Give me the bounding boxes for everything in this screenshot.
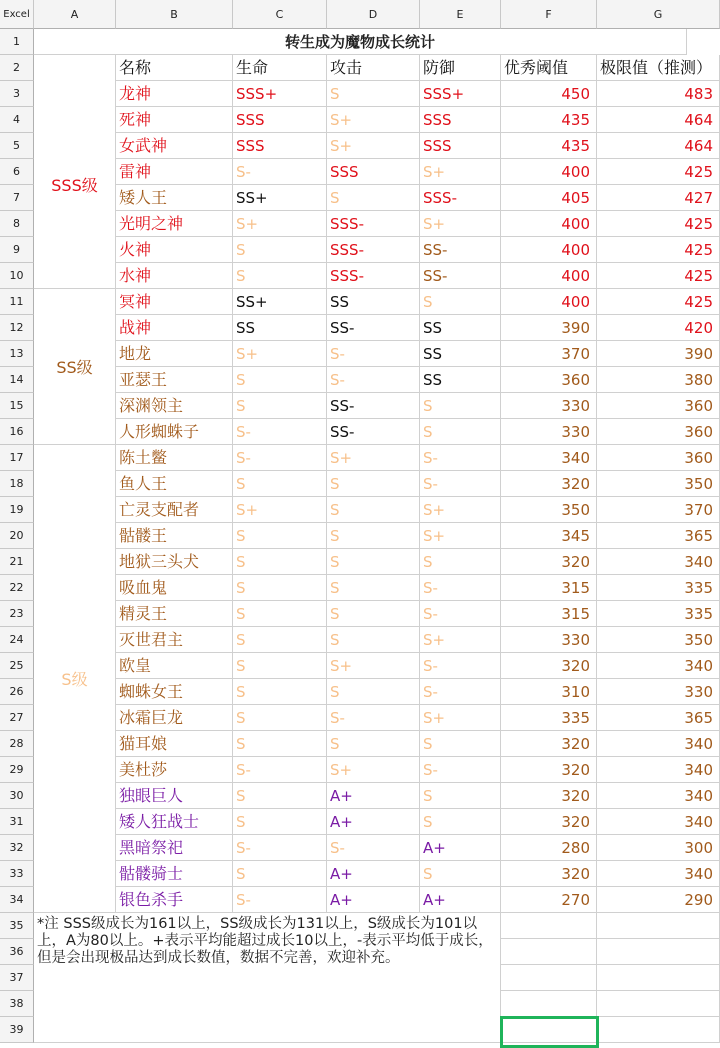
row-header-16[interactable]: 16 <box>0 419 34 445</box>
good-threshold[interactable]: 400 <box>501 211 597 237</box>
monster-name[interactable]: 矮人狂战士 <box>116 809 233 835</box>
row-header-36[interactable]: 36 <box>0 939 34 965</box>
group-label-s[interactable]: S级 <box>34 445 116 913</box>
row-header-27[interactable]: 27 <box>0 705 34 731</box>
max-value[interactable]: 425 <box>597 263 720 289</box>
hp-grade[interactable]: S- <box>233 887 327 913</box>
good-threshold[interactable]: 370 <box>501 341 597 367</box>
def-grade[interactable]: SS <box>420 315 501 341</box>
max-value[interactable]: 340 <box>597 549 720 575</box>
max-value[interactable]: 425 <box>597 211 720 237</box>
atk-grade[interactable]: S+ <box>327 653 420 679</box>
selected-cell-f39[interactable] <box>500 1016 599 1048</box>
hp-grade[interactable]: SS+ <box>233 289 327 315</box>
max-value[interactable]: 365 <box>597 523 720 549</box>
atk-grade[interactable]: S <box>327 185 420 211</box>
def-grade[interactable]: SS- <box>420 263 501 289</box>
good-threshold[interactable]: 360 <box>501 367 597 393</box>
good-threshold[interactable]: 405 <box>501 185 597 211</box>
row-header-37[interactable]: 37 <box>0 965 34 991</box>
def-grade[interactable]: S- <box>420 601 501 627</box>
atk-grade[interactable]: SSS <box>327 159 420 185</box>
atk-grade[interactable]: S- <box>327 705 420 731</box>
monster-name[interactable]: 人形蜘蛛子 <box>116 419 233 445</box>
max-value[interactable]: 420 <box>597 315 720 341</box>
row-header-12[interactable]: 12 <box>0 315 34 341</box>
row-header-28[interactable]: 28 <box>0 731 34 757</box>
row-header-15[interactable]: 15 <box>0 393 34 419</box>
row-header-29[interactable]: 29 <box>0 757 34 783</box>
monster-name[interactable]: 精灵王 <box>116 601 233 627</box>
empty-cell[interactable] <box>501 939 597 965</box>
def-grade[interactable]: SSS <box>420 133 501 159</box>
good-threshold[interactable]: 310 <box>501 679 597 705</box>
max-value[interactable]: 340 <box>597 757 720 783</box>
max-value[interactable]: 340 <box>597 731 720 757</box>
row-header-30[interactable]: 30 <box>0 783 34 809</box>
monster-name[interactable]: 美杜莎 <box>116 757 233 783</box>
header-max-value[interactable]: 极限值（推测） <box>597 55 720 81</box>
hp-grade[interactable]: S <box>233 627 327 653</box>
empty-cell[interactable] <box>501 965 597 991</box>
def-grade[interactable]: SSS <box>420 107 501 133</box>
max-value[interactable]: 340 <box>597 653 720 679</box>
monster-name[interactable]: 欧皇 <box>116 653 233 679</box>
monster-name[interactable]: 灭世君主 <box>116 627 233 653</box>
empty-cell[interactable] <box>501 991 597 1017</box>
max-value[interactable]: 330 <box>597 679 720 705</box>
def-grade[interactable]: S <box>420 731 501 757</box>
row-header-7[interactable]: 7 <box>0 185 34 211</box>
hp-grade[interactable]: S- <box>233 419 327 445</box>
atk-grade[interactable]: A+ <box>327 783 420 809</box>
atk-grade[interactable]: SS- <box>327 393 420 419</box>
monster-name[interactable]: 死神 <box>116 107 233 133</box>
atk-grade[interactable]: S <box>327 81 420 107</box>
cell-a2[interactable] <box>34 55 116 81</box>
atk-grade[interactable]: SSS- <box>327 237 420 263</box>
monster-name[interactable]: 地狱三头犬 <box>116 549 233 575</box>
def-grade[interactable]: S <box>420 393 501 419</box>
empty-cell[interactable] <box>34 1017 501 1043</box>
hp-grade[interactable]: S+ <box>233 497 327 523</box>
monster-name[interactable]: 骷髅王 <box>116 523 233 549</box>
monster-name[interactable]: 地龙 <box>116 341 233 367</box>
row-header-17[interactable]: 17 <box>0 445 34 471</box>
hp-grade[interactable]: S <box>233 471 327 497</box>
hp-grade[interactable]: S- <box>233 445 327 471</box>
good-threshold[interactable]: 400 <box>501 263 597 289</box>
def-grade[interactable]: SS <box>420 341 501 367</box>
def-grade[interactable]: S- <box>420 679 501 705</box>
hp-grade[interactable]: S <box>233 705 327 731</box>
good-threshold[interactable]: 315 <box>501 575 597 601</box>
hp-grade[interactable]: S <box>233 237 327 263</box>
column-header-c[interactable]: C <box>233 0 327 29</box>
good-threshold[interactable]: 280 <box>501 835 597 861</box>
row-header-33[interactable]: 33 <box>0 861 34 887</box>
column-header-e[interactable]: E <box>420 0 501 29</box>
hp-grade[interactable]: S <box>233 263 327 289</box>
row-header-34[interactable]: 34 <box>0 887 34 913</box>
row-header-19[interactable]: 19 <box>0 497 34 523</box>
row-header-11[interactable]: 11 <box>0 289 34 315</box>
row-header-3[interactable]: 3 <box>0 81 34 107</box>
max-value[interactable]: 340 <box>597 783 720 809</box>
good-threshold[interactable]: 320 <box>501 783 597 809</box>
corner-cell[interactable]: Excel <box>0 0 34 29</box>
monster-name[interactable]: 光明之神 <box>116 211 233 237</box>
def-grade[interactable]: S+ <box>420 523 501 549</box>
def-grade[interactable]: S- <box>420 653 501 679</box>
header-good-threshold[interactable]: 优秀阈值 <box>501 55 597 81</box>
row-header-25[interactable]: 25 <box>0 653 34 679</box>
hp-grade[interactable]: S <box>233 601 327 627</box>
atk-grade[interactable]: SSS- <box>327 211 420 237</box>
def-grade[interactable]: S- <box>420 445 501 471</box>
row-header-31[interactable]: 31 <box>0 809 34 835</box>
monster-name[interactable]: 吸血鬼 <box>116 575 233 601</box>
good-threshold[interactable]: 315 <box>501 601 597 627</box>
empty-cell[interactable] <box>597 939 720 965</box>
atk-grade[interactable]: S- <box>327 341 420 367</box>
row-header-23[interactable]: 23 <box>0 601 34 627</box>
good-threshold[interactable]: 345 <box>501 523 597 549</box>
atk-grade[interactable]: SSS- <box>327 263 420 289</box>
hp-grade[interactable]: S <box>233 653 327 679</box>
header-atk[interactable]: 攻击 <box>327 55 420 81</box>
empty-cell[interactable] <box>597 991 720 1017</box>
def-grade[interactable]: S- <box>420 757 501 783</box>
good-threshold[interactable]: 320 <box>501 549 597 575</box>
max-value[interactable]: 380 <box>597 367 720 393</box>
atk-grade[interactable]: S <box>327 731 420 757</box>
atk-grade[interactable]: SS- <box>327 419 420 445</box>
monster-name[interactable]: 雷神 <box>116 159 233 185</box>
max-value[interactable]: 425 <box>597 159 720 185</box>
atk-grade[interactable]: S <box>327 679 420 705</box>
row-header-24[interactable]: 24 <box>0 627 34 653</box>
monster-name[interactable]: 猫耳娘 <box>116 731 233 757</box>
good-threshold[interactable]: 270 <box>501 887 597 913</box>
atk-grade[interactable]: A+ <box>327 809 420 835</box>
hp-grade[interactable]: S+ <box>233 211 327 237</box>
max-value[interactable]: 464 <box>597 107 720 133</box>
good-threshold[interactable]: 335 <box>501 705 597 731</box>
group-label-sss[interactable]: SSS级 <box>34 81 116 289</box>
row-header-13[interactable]: 13 <box>0 341 34 367</box>
hp-grade[interactable]: S <box>233 679 327 705</box>
max-value[interactable]: 335 <box>597 575 720 601</box>
row-header-4[interactable]: 4 <box>0 107 34 133</box>
good-threshold[interactable]: 400 <box>501 237 597 263</box>
monster-name[interactable]: 黑暗祭祀 <box>116 835 233 861</box>
hp-grade[interactable]: S <box>233 575 327 601</box>
atk-grade[interactable]: S <box>327 601 420 627</box>
def-grade[interactable]: S+ <box>420 705 501 731</box>
good-threshold[interactable]: 320 <box>501 731 597 757</box>
row-header-10[interactable]: 10 <box>0 263 34 289</box>
def-grade[interactable]: S+ <box>420 211 501 237</box>
empty-cell[interactable] <box>597 913 720 939</box>
good-threshold[interactable]: 400 <box>501 289 597 315</box>
atk-grade[interactable]: S <box>327 549 420 575</box>
def-grade[interactable]: SS <box>420 367 501 393</box>
def-grade[interactable]: SSS+ <box>420 81 501 107</box>
row-header-35[interactable]: 35 <box>0 913 34 939</box>
hp-grade[interactable]: S <box>233 367 327 393</box>
row-header-5[interactable]: 5 <box>0 133 34 159</box>
def-grade[interactable]: S <box>420 289 501 315</box>
hp-grade[interactable]: S- <box>233 757 327 783</box>
max-value[interactable]: 360 <box>597 445 720 471</box>
empty-cell[interactable] <box>501 913 597 939</box>
max-value[interactable]: 483 <box>597 81 720 107</box>
atk-grade[interactable]: A+ <box>327 887 420 913</box>
hp-grade[interactable]: S <box>233 523 327 549</box>
hp-grade[interactable]: SSS+ <box>233 81 327 107</box>
hp-grade[interactable]: S <box>233 783 327 809</box>
column-header-b[interactable]: B <box>116 0 233 29</box>
max-value[interactable]: 425 <box>597 289 720 315</box>
good-threshold[interactable]: 390 <box>501 315 597 341</box>
monster-name[interactable]: 银色杀手 <box>116 887 233 913</box>
hp-grade[interactable]: S <box>233 809 327 835</box>
max-value[interactable]: 335 <box>597 601 720 627</box>
monster-name[interactable]: 冰霜巨龙 <box>116 705 233 731</box>
max-value[interactable]: 390 <box>597 341 720 367</box>
atk-grade[interactable]: A+ <box>327 861 420 887</box>
hp-grade[interactable]: SS+ <box>233 185 327 211</box>
atk-grade[interactable]: S <box>327 575 420 601</box>
footnote[interactable]: *注 SSS级成长为161以上，SS级成长为131以上，S级成长为101以上，A为80以上。+表示平均能超过成长10以上，-表示平均低于成长，但是会出现极品达到成长数值，数据不完善，欢迎补充。 <box>34 913 501 1017</box>
row-header-39[interactable]: 39 <box>0 1017 34 1043</box>
atk-grade[interactable]: S <box>327 523 420 549</box>
good-threshold[interactable]: 450 <box>501 81 597 107</box>
monster-name[interactable]: 冥神 <box>116 289 233 315</box>
atk-grade[interactable]: S <box>327 627 420 653</box>
good-threshold[interactable]: 320 <box>501 653 597 679</box>
column-header-d[interactable]: D <box>327 0 420 29</box>
monster-name[interactable]: 蜘蛛女王 <box>116 679 233 705</box>
good-threshold[interactable]: 435 <box>501 133 597 159</box>
max-value[interactable]: 365 <box>597 705 720 731</box>
monster-name[interactable]: 龙神 <box>116 81 233 107</box>
max-value[interactable]: 370 <box>597 497 720 523</box>
row-header-14[interactable]: 14 <box>0 367 34 393</box>
hp-grade[interactable]: S <box>233 549 327 575</box>
good-threshold[interactable]: 435 <box>501 107 597 133</box>
row-header-22[interactable]: 22 <box>0 575 34 601</box>
max-value[interactable]: 350 <box>597 471 720 497</box>
hp-grade[interactable]: S- <box>233 159 327 185</box>
monster-name[interactable]: 鱼人王 <box>116 471 233 497</box>
atk-grade[interactable]: S+ <box>327 133 420 159</box>
def-grade[interactable]: S+ <box>420 497 501 523</box>
hp-grade[interactable]: S <box>233 731 327 757</box>
hp-grade[interactable]: S- <box>233 835 327 861</box>
monster-name[interactable]: 亡灵支配者 <box>116 497 233 523</box>
hp-grade[interactable]: SSS <box>233 107 327 133</box>
monster-name[interactable]: 战神 <box>116 315 233 341</box>
empty-cell[interactable] <box>597 965 720 991</box>
atk-grade[interactable]: S+ <box>327 445 420 471</box>
monster-name[interactable]: 骷髅骑士 <box>116 861 233 887</box>
hp-grade[interactable]: SSS <box>233 133 327 159</box>
def-grade[interactable]: A+ <box>420 835 501 861</box>
good-threshold[interactable]: 350 <box>501 497 597 523</box>
row-header-6[interactable]: 6 <box>0 159 34 185</box>
max-value[interactable]: 340 <box>597 861 720 887</box>
hp-grade[interactable]: S+ <box>233 341 327 367</box>
max-value[interactable]: 300 <box>597 835 720 861</box>
monster-name[interactable]: 矮人王 <box>116 185 233 211</box>
max-value[interactable]: 360 <box>597 393 720 419</box>
row-header-9[interactable]: 9 <box>0 237 34 263</box>
column-header-g[interactable]: G <box>597 0 720 29</box>
good-threshold[interactable]: 330 <box>501 627 597 653</box>
def-grade[interactable]: S <box>420 419 501 445</box>
monster-name[interactable]: 亚瑟王 <box>116 367 233 393</box>
column-header-a[interactable]: A <box>34 0 116 29</box>
atk-grade[interactable]: S <box>327 497 420 523</box>
hp-grade[interactable]: S <box>233 393 327 419</box>
row-header-38[interactable]: 38 <box>0 991 34 1017</box>
def-grade[interactable]: SS- <box>420 237 501 263</box>
max-value[interactable]: 340 <box>597 809 720 835</box>
row-header-1[interactable]: 1 <box>0 29 34 55</box>
empty-cell[interactable] <box>597 1017 720 1043</box>
good-threshold[interactable]: 320 <box>501 861 597 887</box>
good-threshold[interactable]: 400 <box>501 159 597 185</box>
good-threshold[interactable]: 320 <box>501 809 597 835</box>
good-threshold[interactable]: 340 <box>501 445 597 471</box>
def-grade[interactable]: S <box>420 861 501 887</box>
def-grade[interactable]: S <box>420 549 501 575</box>
def-grade[interactable]: A+ <box>420 887 501 913</box>
column-header-f[interactable]: F <box>501 0 597 29</box>
max-value[interactable]: 350 <box>597 627 720 653</box>
row-header-21[interactable]: 21 <box>0 549 34 575</box>
atk-grade[interactable]: S+ <box>327 757 420 783</box>
header-def[interactable]: 防御 <box>420 55 501 81</box>
row-header-2[interactable]: 2 <box>0 55 34 81</box>
good-threshold[interactable]: 320 <box>501 471 597 497</box>
row-header-32[interactable]: 32 <box>0 835 34 861</box>
max-value[interactable]: 360 <box>597 419 720 445</box>
monster-name[interactable]: 水神 <box>116 263 233 289</box>
def-grade[interactable]: S+ <box>420 627 501 653</box>
header-hp[interactable]: 生命 <box>233 55 327 81</box>
def-grade[interactable]: S <box>420 783 501 809</box>
atk-grade[interactable]: S- <box>327 835 420 861</box>
def-grade[interactable]: S- <box>420 575 501 601</box>
def-grade[interactable]: S- <box>420 471 501 497</box>
row-header-18[interactable]: 18 <box>0 471 34 497</box>
max-value[interactable]: 290 <box>597 887 720 913</box>
def-grade[interactable]: S <box>420 809 501 835</box>
good-threshold[interactable]: 320 <box>501 757 597 783</box>
atk-grade[interactable]: SS <box>327 289 420 315</box>
monster-name[interactable]: 火神 <box>116 237 233 263</box>
monster-name[interactable]: 独眼巨人 <box>116 783 233 809</box>
max-value[interactable]: 427 <box>597 185 720 211</box>
max-value[interactable]: 425 <box>597 237 720 263</box>
atk-grade[interactable]: SS- <box>327 315 420 341</box>
atk-grade[interactable]: S <box>327 471 420 497</box>
monster-name[interactable]: 女武神 <box>116 133 233 159</box>
def-grade[interactable]: SSS- <box>420 185 501 211</box>
good-threshold[interactable]: 330 <box>501 419 597 445</box>
row-header-26[interactable]: 26 <box>0 679 34 705</box>
max-value[interactable]: 464 <box>597 133 720 159</box>
hp-grade[interactable]: S <box>233 861 327 887</box>
def-grade[interactable]: S+ <box>420 159 501 185</box>
atk-grade[interactable]: S+ <box>327 107 420 133</box>
monster-name[interactable]: 陈土鳖 <box>116 445 233 471</box>
hp-grade[interactable]: SS <box>233 315 327 341</box>
atk-grade[interactable]: S- <box>327 367 420 393</box>
monster-name[interactable]: 深渊领主 <box>116 393 233 419</box>
group-label-ss[interactable]: SS级 <box>34 289 116 445</box>
good-threshold[interactable]: 330 <box>501 393 597 419</box>
header-name[interactable]: 名称 <box>116 55 233 81</box>
sheet-title[interactable]: 转生成为魔物成长统计 <box>34 29 687 55</box>
row-header-20[interactable]: 20 <box>0 523 34 549</box>
row-header-8[interactable]: 8 <box>0 211 34 237</box>
